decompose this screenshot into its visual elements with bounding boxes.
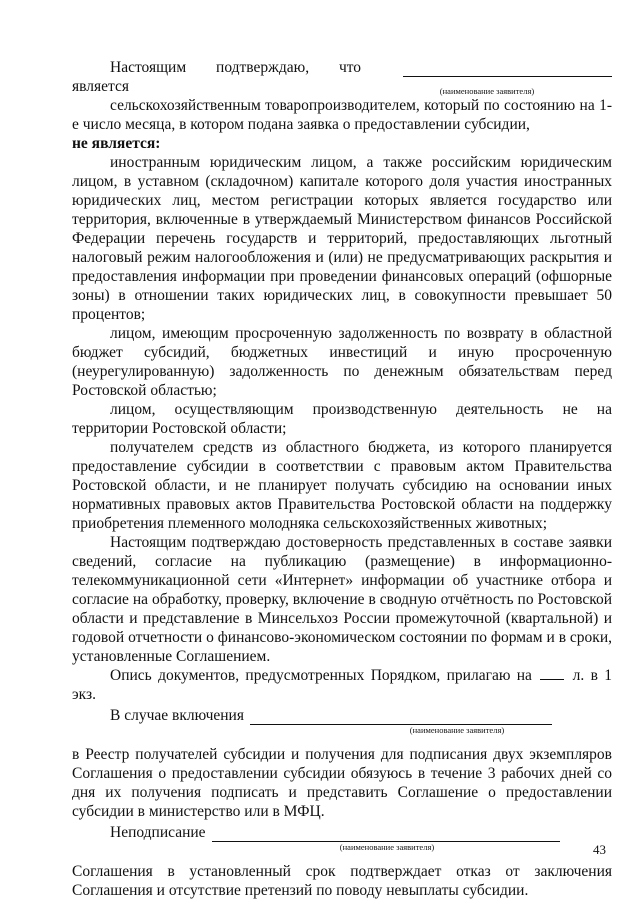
applicant-caption: (наименование заявителя) [439, 86, 535, 96]
applicant-name-line [403, 61, 612, 77]
document-body [72, 58, 612, 900]
sheet-count-blank [540, 667, 564, 680]
case-line [72, 706, 612, 725]
producer-text: сельскохозяйственным товаропроизводителем, который по состоянию на 1-е число месяца, в котором подана заявка о предоставлении субсидии, [72, 97, 612, 133]
foreign-paragraph: иностранным юридическим лицом, а также российским юридическим лицом, в уставном (складочном) капитале которого доля участия иностранных юридических лиц, местом регистрации которых является государство или территория, включенные в утверждаемый Министерством финансов Российской Федерации перечень государств и территорий, предоставляющих льготный налоговый режим налогообложения и (или) не предусматривающих раскрытия и предоставления информации при проведении финансовых операций (офшорные зоны) в отношении таких юридических лиц, в совокупности превышает 50 процентов; [72, 154, 612, 323]
not-is-label: не является: [72, 135, 161, 152]
confirm-line [72, 58, 612, 77]
nonsign-line [72, 823, 612, 842]
inventory-paragraph [72, 666, 612, 704]
nonsign-caption: (наименование заявителя) [339, 842, 435, 852]
debt-paragraph: лицом, имеющим просроченную задолженность по возврату в областной бюджет субсидий, бюджетных инвестиций и иную просроченную (неурегулированную) задолженность по денежным обязательствам перед Ростовской областью; [72, 325, 612, 399]
inventory-after: л. в 1 экз. [72, 667, 613, 703]
case-applicant-line [250, 709, 552, 725]
producer-paragraph [72, 96, 612, 153]
refusal-paragraph: Соглашения в установленный срок подтверждает отказ от заключения Соглашения и отсутствие претензий по поводу невыплаты субсидии. [72, 863, 612, 899]
registry-paragraph: в Реестр получателей субсидии и получения для подписания двух экземпляров Соглашения о предоставлении субсидии обязуюсь в течение 3 рабочих дней со дня их получения подписать и представить Соглашение о предоставлении субсидии в министерство или в МФЦ. [72, 746, 612, 820]
case-lead: В случае включения [110, 707, 244, 724]
confirm-lead: Настоящим подтверждаю, что [110, 59, 362, 76]
nonsign-applicant-line [212, 826, 560, 842]
case-caption: (наименование заявителя) [409, 725, 505, 735]
is-word: является [72, 78, 129, 95]
recipient-paragraph: получателем средств из областного бюджета, из которого планируется предоставление субсидии в соответствии с правовым актом Правительства Ростовской области, и не планирует получать субсидию на основании иных нормативных правовых актов Правительства Ростовской области на поддержку приобретения племенного молодняка сельскохозяйственных животных; [72, 439, 612, 532]
confirm-paragraph: Настоящим подтверждаю достоверность представленных в составе заявки сведений, согласие на публикацию (размещение) в информационно-телекоммуникационной сети «Интернет» информации об участнике отбора и согласие на обработку, проверку, включение в сводную отчётность по Ростовской области и представление в Минсельхоз России промежуточной (квартальной) и годовой отчетности о финансово-экономическом состоянии по формам и в сроки, установленные Соглашением. [72, 534, 612, 665]
page-number: 43 [593, 842, 606, 857]
territory-paragraph: лицом, осуществляющим производственную деятельность не на территории Ростовской области; [72, 401, 612, 437]
nonsign-lead: Неподписание [110, 824, 206, 841]
is-line [72, 77, 612, 96]
inventory-before: Опись документов, предусмотренных Порядком, прилагаю на [110, 667, 532, 684]
